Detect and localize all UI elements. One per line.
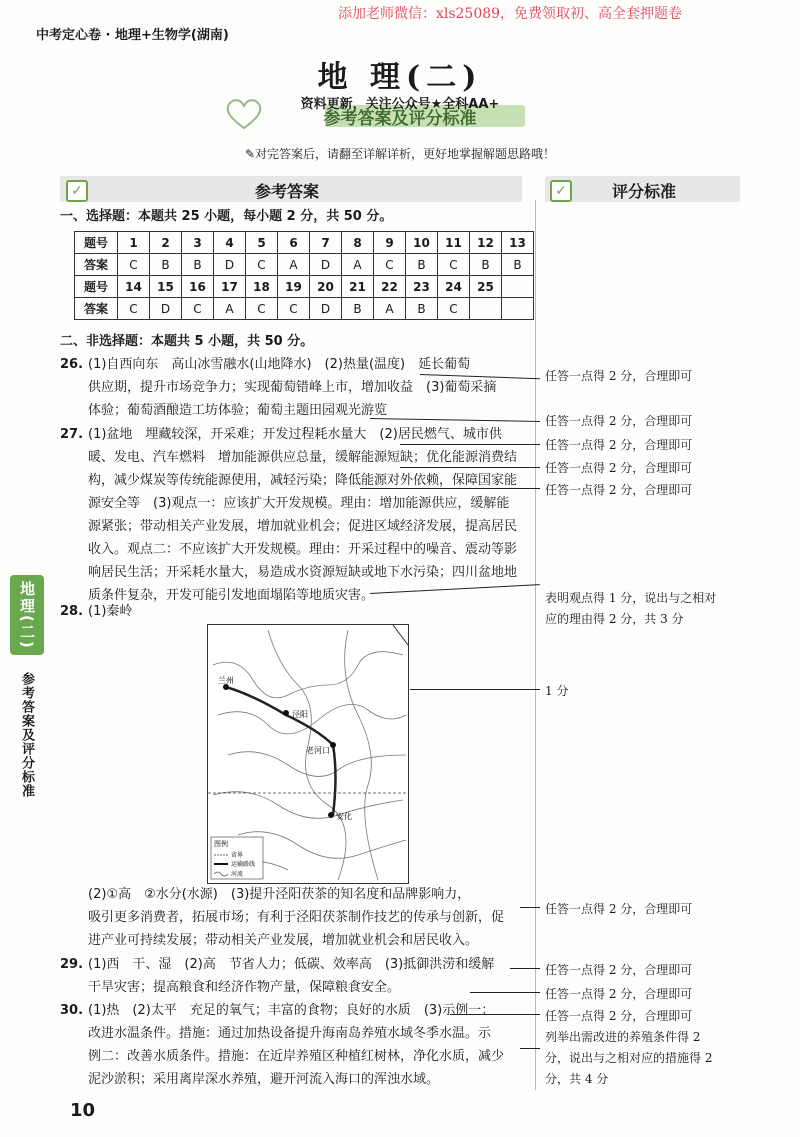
page-number: 10: [70, 1100, 96, 1121]
q29-answer: [88, 953, 494, 999]
answer-cell: B: [150, 254, 182, 276]
answer-line: 体验；葡萄酒酿造工坊体验；葡萄主题田园观光游览: [88, 403, 388, 418]
legend-item: 河流: [231, 871, 244, 878]
route-map: [207, 624, 409, 884]
answer-line: (1)热 (2)太平 充足的氧气；丰富的食物；良好的水质 (3)示例一：: [88, 1003, 495, 1018]
city-label: 安化: [336, 812, 352, 821]
subtitle: 参考答案及评分标准: [323, 109, 477, 129]
tip-text: 对完答案后，请翻至详解详析，更好地掌握解题思路哦！: [255, 147, 556, 161]
city-point: [328, 812, 334, 818]
answer-cell: D: [150, 298, 182, 320]
map-drawing: [208, 625, 408, 883]
empty-cell: [470, 298, 502, 320]
answer-line: 源紧张；带动相关产业发展，增加就业机会；促进区域经济发展，提高居民: [88, 519, 518, 534]
score-note: 任答一点得 2 分，合理即可: [545, 1009, 693, 1023]
answer-cell: C: [278, 298, 310, 320]
question-number-cell: 12: [470, 232, 502, 254]
answer-line: 质条件复杂，开发可能引发地面塌陷等地质灾害。: [88, 588, 375, 603]
question-number-cell: 19: [278, 276, 310, 298]
answer-cell: C: [438, 254, 470, 276]
q26-number: 26.: [60, 357, 84, 372]
answer-cell: A: [278, 254, 310, 276]
question-number-cell: 18: [246, 276, 278, 298]
q29-number: 29.: [60, 957, 84, 972]
column-divider: [535, 200, 536, 1090]
promo-text: 资料更新，关注公众号★全科AA+: [300, 97, 500, 112]
empty-cell: [502, 298, 534, 320]
map-corner-mark: [393, 625, 408, 645]
score-note: 任答一点得 2 分，合理即可: [545, 414, 693, 428]
question-number-cell: 22: [374, 276, 406, 298]
legend-item: 省界: [231, 852, 244, 859]
pencil-icon: ✎: [244, 147, 256, 161]
answer-cell: D: [310, 298, 342, 320]
answer-cell: B: [342, 298, 374, 320]
part1-heading: 一、选择题：本题共 25 小题，每小题 2 分，共 50 分。: [60, 209, 393, 224]
scoring-section-title: 评分标准: [612, 182, 677, 201]
city-point: [283, 710, 289, 716]
question-number-cell: 9: [374, 232, 406, 254]
answer-cell: C: [118, 298, 150, 320]
answer-line: 源安全等 (3)观点一：应该扩大开发规模。理由：增加能源供应，缓解能: [88, 496, 510, 511]
answer-cell: A: [342, 254, 374, 276]
question-number-cell: 25: [470, 276, 502, 298]
q28-number: 28.: [60, 604, 84, 619]
score-line: 分，共 4 分: [545, 1072, 609, 1086]
leader-line: [520, 1048, 540, 1049]
side-label: 参考答案及评分标准: [19, 672, 34, 798]
score-note: 任答一点得 2 分，合理即可: [545, 963, 693, 977]
subject-tab: 地理(二): [10, 575, 44, 655]
question-number-cell: 24: [438, 276, 470, 298]
answer-line: 进产业可持续发展；带动相关产业发展，增加就业机会和居民收入。: [88, 933, 479, 948]
row-label: 答案: [75, 254, 118, 276]
score-line: 分，说出与之相对应的措施得 2: [545, 1051, 713, 1065]
question-number-cell: 10: [406, 232, 438, 254]
question-number-cell: 6: [278, 232, 310, 254]
score-note-q27c: [545, 588, 755, 630]
score-note: 任答一点得 2 分，合理即可: [545, 438, 693, 452]
answer-line: (1)西 干、湿 (2)高 节省人力；低碳、效率高 (3)抵御洪涝和缓解: [88, 957, 495, 972]
row-label: 题号: [75, 232, 118, 254]
question-number-cell: 8: [342, 232, 374, 254]
check-icon: ✓: [550, 180, 572, 202]
answer-cell: D: [310, 254, 342, 276]
answer-cell: D: [214, 254, 246, 276]
score-note-q30c: [545, 1027, 755, 1090]
row-label: 答案: [75, 298, 118, 320]
answer-cell: C: [118, 254, 150, 276]
row-label: 题号: [75, 276, 118, 298]
answer-line: 响居民生活；开采耗水量大，易造成水资源短缺或地下水污染；四川盆地地: [88, 565, 518, 580]
legend-item: 运输路线: [231, 861, 256, 868]
q27-answer: [88, 423, 517, 607]
leader-line: [520, 907, 540, 908]
city-point: [330, 742, 336, 748]
page-title: 地 理(二): [317, 60, 483, 95]
answer-cell: B: [470, 254, 502, 276]
leader-line: [510, 968, 540, 969]
score-note: 任答一点得 2 分，合理即可: [545, 369, 693, 383]
question-number-cell: 21: [342, 276, 374, 298]
part2-heading: 二、非选择题：本题共 5 小题，共 50 分。: [60, 334, 314, 349]
answer-line: 泥沙淤积；采用离岸深水养殖，避开河流入海口的浑浊水域。: [88, 1072, 440, 1087]
q30-number: 30.: [60, 1003, 84, 1018]
question-number-cell: 2: [150, 232, 182, 254]
answer-cell: A: [214, 298, 246, 320]
score-note: 任答一点得 2 分，合理即可: [545, 987, 693, 1001]
answer-line: 收入。观点二：不应该扩大开发规模。理由：开采过程中的噪音、震动等影: [88, 542, 518, 557]
leader-line: [450, 1014, 540, 1015]
score-note-map: 1 分: [545, 684, 569, 698]
score-note: 任答一点得 2 分，合理即可: [545, 483, 693, 497]
answer-line: 改进水温条件。措施：通过加热设备提升海南岛养殖水域冬季水温。示: [88, 1026, 492, 1041]
question-number-cell: 4: [214, 232, 246, 254]
leader-line: [470, 992, 540, 993]
answer-line: (1)盆地 埋藏较深，开采难；开发过程耗水量大 (2)居民燃气、城市供: [88, 427, 502, 442]
question-number-cell: 7: [310, 232, 342, 254]
book-title: 中考定心卷 · 地理+生物学(湖南): [36, 28, 229, 43]
answer-cell: B: [502, 254, 534, 276]
answer-line: 暖、发电、汽车燃料 增加能源供应总量，缓解能源短缺；优化能源消费结: [88, 450, 518, 465]
tip-line: [0, 145, 800, 162]
answer-cell: B: [406, 298, 438, 320]
city-label: 泾阳: [292, 710, 308, 719]
question-number-cell: 23: [406, 276, 438, 298]
leader-line: [410, 689, 540, 690]
leader-line: [400, 444, 540, 445]
q30-answer: [88, 999, 504, 1091]
answer-cell: B: [406, 254, 438, 276]
answers-section-title: 参考答案: [255, 182, 320, 201]
leader-line: [360, 488, 540, 489]
question-number-cell: 13: [502, 232, 534, 254]
q27-number: 27.: [60, 427, 84, 442]
check-icon: ✓: [66, 180, 88, 202]
answer-cell: A: [374, 298, 406, 320]
answer-line: (1)秦岭: [88, 604, 133, 619]
question-number-cell: 3: [182, 232, 214, 254]
answer-line: 吸引更多消费者，拓展市场；有利于泾阳茯茶制作技艺的传承与创新，促: [88, 910, 505, 925]
answer-table: [74, 231, 534, 320]
legend-title: 图例: [214, 840, 228, 848]
answer-line: 供应期，提升市场竞争力；实现葡萄错峰上市，增加收益 (3)葡萄采摘: [88, 380, 497, 395]
answer-cell: C: [246, 298, 278, 320]
question-number-cell: 15: [150, 276, 182, 298]
answer-line: (1)自西向东 高山冰雪融水(山地降水) (2)热量(温度) 延长葡萄: [88, 357, 471, 372]
question-number-cell: 16: [182, 276, 214, 298]
empty-cell: [502, 276, 534, 298]
question-number-cell: 11: [438, 232, 470, 254]
leader-line: [400, 467, 540, 468]
score-line: 表明观点得 1 分，说出与之相对: [545, 591, 717, 605]
answer-cell: C: [374, 254, 406, 276]
question-number-cell: 1: [118, 232, 150, 254]
question-number-cell: 5: [246, 232, 278, 254]
question-number-cell: 17: [214, 276, 246, 298]
q28-answer: [88, 883, 504, 952]
answer-cell: B: [182, 254, 214, 276]
score-note: 任答一点得 2 分，合理即可: [545, 902, 693, 916]
answer-cell: C: [246, 254, 278, 276]
city-label: 兰州: [218, 676, 234, 685]
score-line: 列举出需改进的养殖条件得 2: [545, 1030, 701, 1044]
q26-answer: [88, 353, 496, 422]
answer-line: 构，减少煤炭等传统能源使用，减轻污染；降低能源对外依赖，保障国家能: [88, 473, 518, 488]
score-line: 应的理由得 2 分，共 3 分: [545, 612, 684, 626]
answer-line: 例二：改善水质条件。措施：在近岸养殖区种植红树林，净化水质，减少: [88, 1049, 505, 1064]
score-note: 任答一点得 2 分，合理即可: [545, 461, 693, 475]
answer-line: (2)①高 ②水分(水源) (3)提升泾阳茯茶的知名度和品牌影响力，: [88, 887, 471, 902]
answer-cell: C: [182, 298, 214, 320]
answer-cell: C: [438, 298, 470, 320]
question-number-cell: 20: [310, 276, 342, 298]
question-number-cell: 14: [118, 276, 150, 298]
answer-line: 干旱灾害；提高粮食和经济作物产量，保障粮食安全。: [88, 980, 401, 995]
watermark: 添加老师微信：xls25089，免费领取初、高全套押题卷: [337, 6, 683, 22]
city-label: 老河口: [306, 746, 330, 755]
